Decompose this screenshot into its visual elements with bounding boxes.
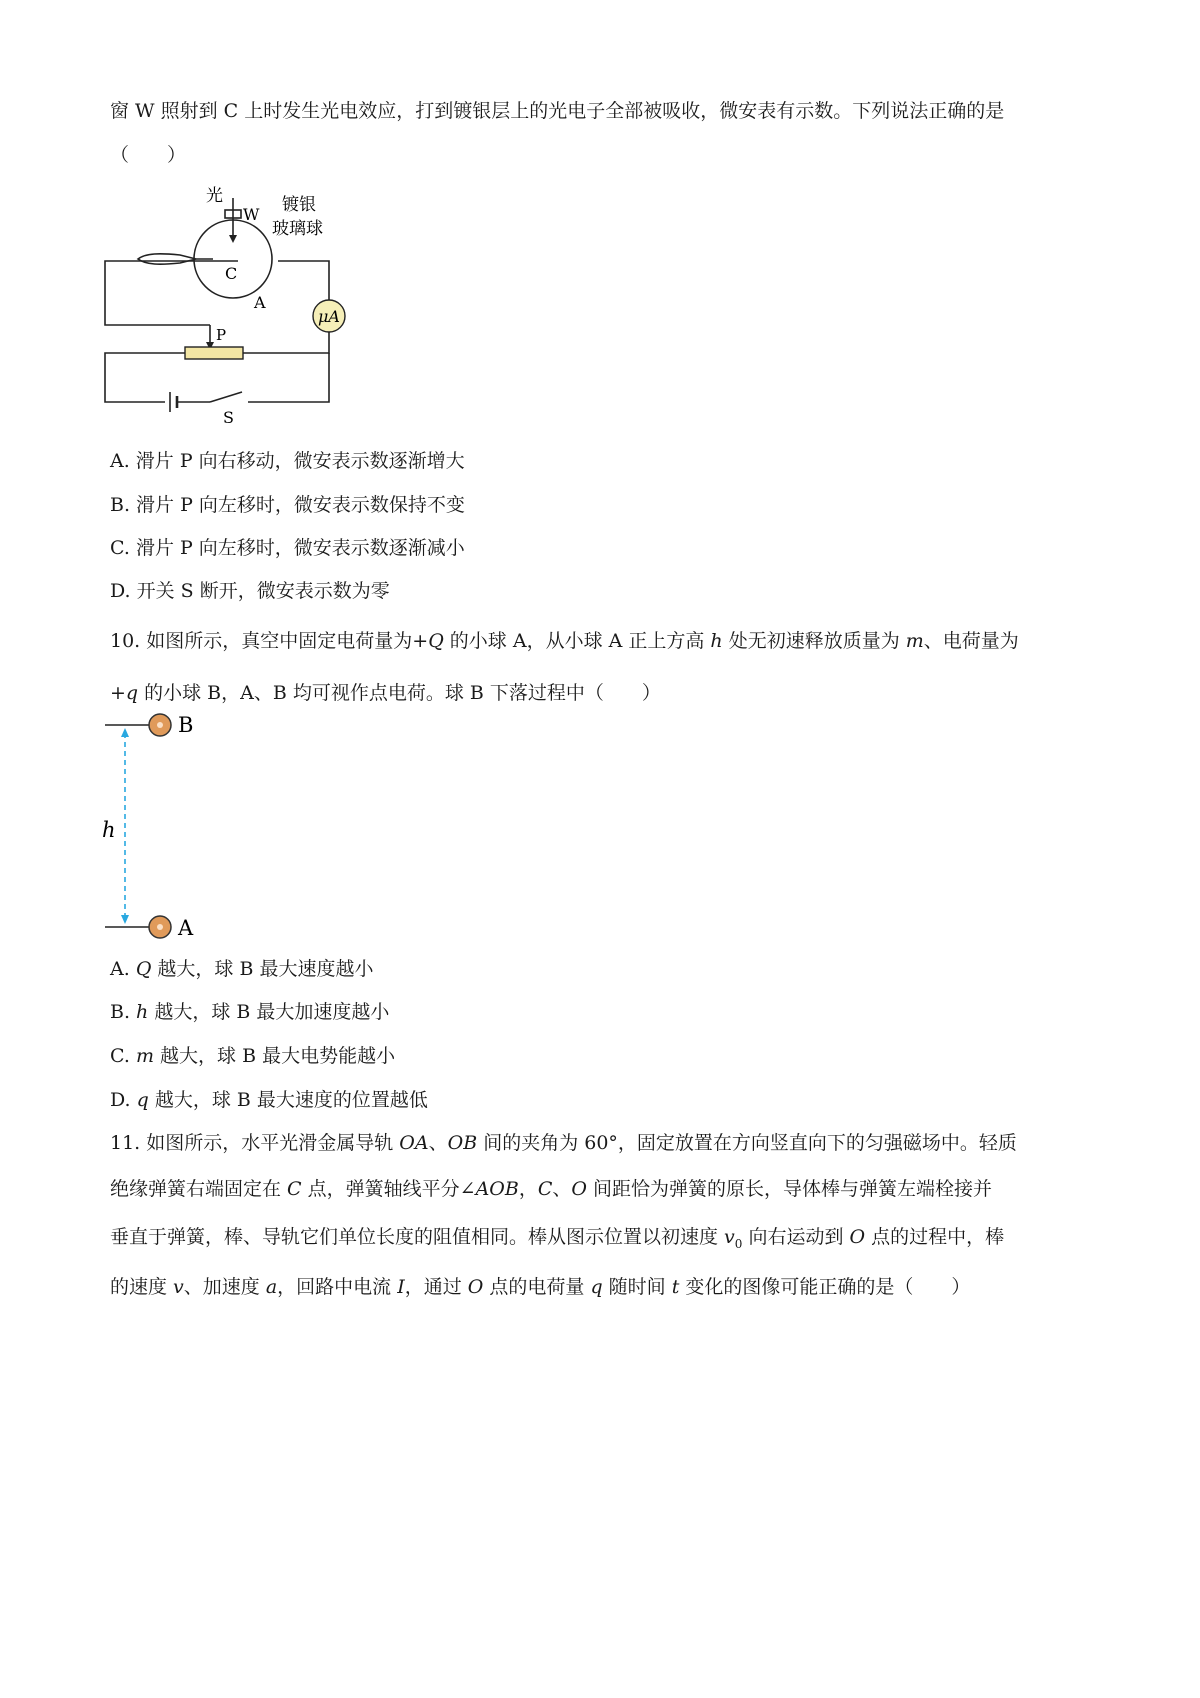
q11-stem-line-1: 11. 如图所示，水平光滑金属导轨 OA、OB 间的夹角为 60°，固定放置在方向竖直向下的匀强磁场中。轻质 xyxy=(110,1132,1017,1154)
q9-option-d: D. 开关 S 断开，微安表示数为零 xyxy=(110,580,390,602)
q11-stem-line-4: 的速度 v、加速度 a，回路中电流 I，通过 O 点的电荷量 q 随时间 t 变化的图像可能正确的是（ ） xyxy=(110,1276,971,1298)
q11-stem-line-3: 垂直于弹簧，棒、导轨它们单位长度的阻值相同。棒从图示位置以初速度 $v_0$ 向右运动到 O 点的过程中，棒 xyxy=(110,1226,1005,1251)
slider-label: P xyxy=(216,326,227,344)
q10-option-a: A. Q 越大，球 B 最大速度越小 xyxy=(110,958,374,980)
q9-option-b: B. 滑片 P 向左移时，微安表示数保持不变 xyxy=(110,494,465,516)
light-arrow-head xyxy=(229,235,237,243)
window-label: W xyxy=(243,205,260,224)
ball-a-highlight xyxy=(157,924,163,930)
q10-charged-balls-figure xyxy=(100,705,240,945)
wire-bottom-right xyxy=(248,353,329,402)
light-label: 光 xyxy=(206,186,223,206)
height-label: h xyxy=(102,818,116,842)
switch-label: S xyxy=(223,408,234,427)
wire-right-top xyxy=(278,261,329,300)
q10-option-d: D. q 越大，球 B 最大速度的位置越低 xyxy=(110,1089,428,1111)
meter-label: μA xyxy=(318,307,340,326)
q10-stem-line-2: +q 的小球 B，A、B 均可视作点电荷。球 B 下落过程中（ ） xyxy=(110,682,661,704)
q10-option-b: B. h 越大，球 B 最大加速度越小 xyxy=(110,1001,390,1023)
q9-photoelectric-circuit-figure xyxy=(100,180,380,430)
q9-blank: （ ） xyxy=(110,144,187,166)
wire-bottom-left xyxy=(105,353,185,402)
q10-option-c: C. m 越大，球 B 最大电势能越小 xyxy=(110,1045,396,1067)
q9-option-c: C. 滑片 P 向左移时，微安表示数逐渐减小 xyxy=(110,537,465,559)
ball-a-label: A xyxy=(178,916,194,940)
wire-left-top xyxy=(105,261,238,325)
silver-label-1: 镀银 xyxy=(282,195,316,215)
silver-label-2: 玻璃球 xyxy=(272,219,323,239)
q10-stem-line-1: 10. 如图所示，真空中固定电荷量为+Q 的小球 A，从小球 A 正上方高 h 处无初速释放质量为 m、电荷量为 xyxy=(110,630,1019,652)
rheostat xyxy=(185,347,243,359)
q11-stem-line-2: 绝缘弹簧右端固定在 C 点，弹簧轴线平分∠AOB，C、O 间距恰为弹簧的原长，导体棒与弹簧左端栓接并 xyxy=(110,1178,993,1200)
q9-option-a: A. 滑片 P 向右移动，微安表示数逐渐增大 xyxy=(110,450,465,472)
wire-right-rheo xyxy=(243,332,329,353)
cathode-lead xyxy=(138,254,196,264)
cathode-label: C xyxy=(225,264,238,283)
ball-b-label: B xyxy=(178,713,194,737)
q9-intro-line: 窗 W 照射到 C 上时发生光电效应，打到镀银层上的光电子全部被吸收，微安表有示数。下列说法正确的是 xyxy=(110,100,1005,122)
anode-label: A xyxy=(254,293,266,312)
ball-b-highlight xyxy=(157,722,163,728)
